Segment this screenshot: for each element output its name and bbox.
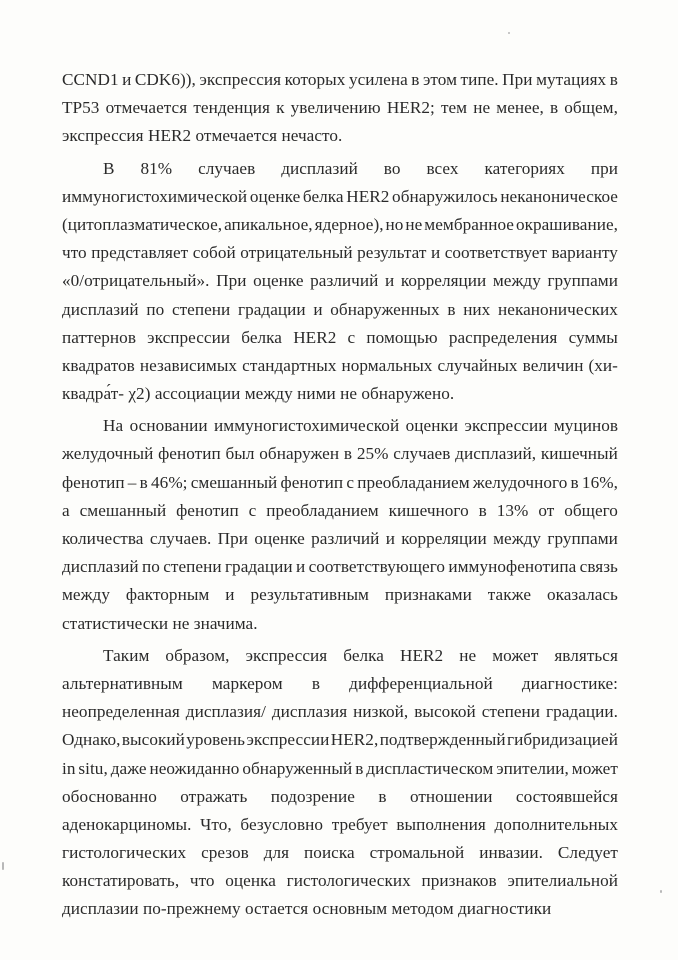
text-line: квадра́т- χ2) ассоциации между ними не обнаружено. <box>62 384 455 404</box>
text-line: квадратов независимых стандартных нормальных случайных величин (хи- <box>62 355 618 375</box>
paragraph-1 <box>62 66 618 151</box>
text-line: что представляет собой отрицательный результат и соответствует варианту <box>62 243 618 263</box>
text-line: паттернов экспрессии белка HER2 с помощью распределения суммы <box>62 327 618 347</box>
text-line: фенотип – в 46%; смешанный фенотип с преобладанием желудочного в 16%, <box>62 472 618 492</box>
text-line: количества случаев. При оценке различий и корреляции между группами <box>62 529 618 548</box>
document-body <box>62 66 618 924</box>
text-line: гистологических срезов для поиска стромальной инвазии. Следует <box>62 843 618 863</box>
paragraph-3 <box>62 412 618 638</box>
text-line: (цитоплазматическое, апикальное, ядерное), но не мембранное окрашивание, <box>62 214 618 234</box>
text-line: дисплазий по степени градации и обнаруженных в них неканонических <box>62 299 618 319</box>
text-line: дисплазий по степени градации и соответствующего иммунофенотипа связь <box>62 557 618 577</box>
text-line-justified: В 81% случаев дисплазий во всех категориях при <box>103 158 618 178</box>
text-line: TP53 отмечается тенденция к увеличению HER2; тем не менее, в общем, <box>62 98 618 118</box>
scan-speck <box>660 890 662 893</box>
text-line: а смешанный фенотип с преобладанием кишечного в 13% от общего <box>62 500 618 520</box>
text-line: На основании иммуногистохимической оценки экспрессии муцинов <box>103 416 618 436</box>
scan-speck <box>2 862 4 870</box>
paragraph-4 <box>62 642 618 924</box>
text-line: между факторным и результативным признаками также оказалась <box>62 585 618 605</box>
text-line: неопределенная дисплазия/ дисплазия низкой, высокой степени градации. <box>62 702 618 722</box>
text-line: статистически не значима. <box>62 613 258 633</box>
text-line: Таким образом, экспрессия белка HER2 не может являться <box>103 645 618 665</box>
text-line: аденокарциномы. Что, безусловно требует выполнения дополнительных <box>62 814 618 834</box>
text-line: альтернативным маркером в дифференциальной диагностике: <box>62 673 618 693</box>
text-line: Однако, высокий уровень экспрессии HER2, подтвержденный гибридизацией <box>62 730 618 750</box>
paragraph-2 <box>62 155 618 409</box>
text-line: «0/отрицательный». При оценке различий и корреляции между группами <box>62 271 618 291</box>
scan-speck <box>508 32 510 34</box>
text-line: констатировать, что оценка гистологических признаков эпителиальной <box>62 871 618 891</box>
text-line: экспрессия HER2 отмечается нечасто. <box>62 126 343 146</box>
text-line: обоснованно отражать подозрение в отношении состоявшейся <box>62 786 618 806</box>
text-line: дисплазии по-прежнему остается основным методом диагностики <box>62 899 552 919</box>
text-line: CCND1 и CDK6)), экспрессия которых усилена в этом типе. При мутациях в <box>62 70 618 89</box>
text-line: in situ, даже неожиданно обнаруженный в диспластическом эпителии, может <box>62 758 618 778</box>
text-line: иммуногистохимической оценке белка HER2 обнаружилось неканоническое <box>62 186 618 206</box>
text-line: желудочный фенотип был обнаружен в 25% случаев дисплазий, кишечный <box>62 444 618 464</box>
